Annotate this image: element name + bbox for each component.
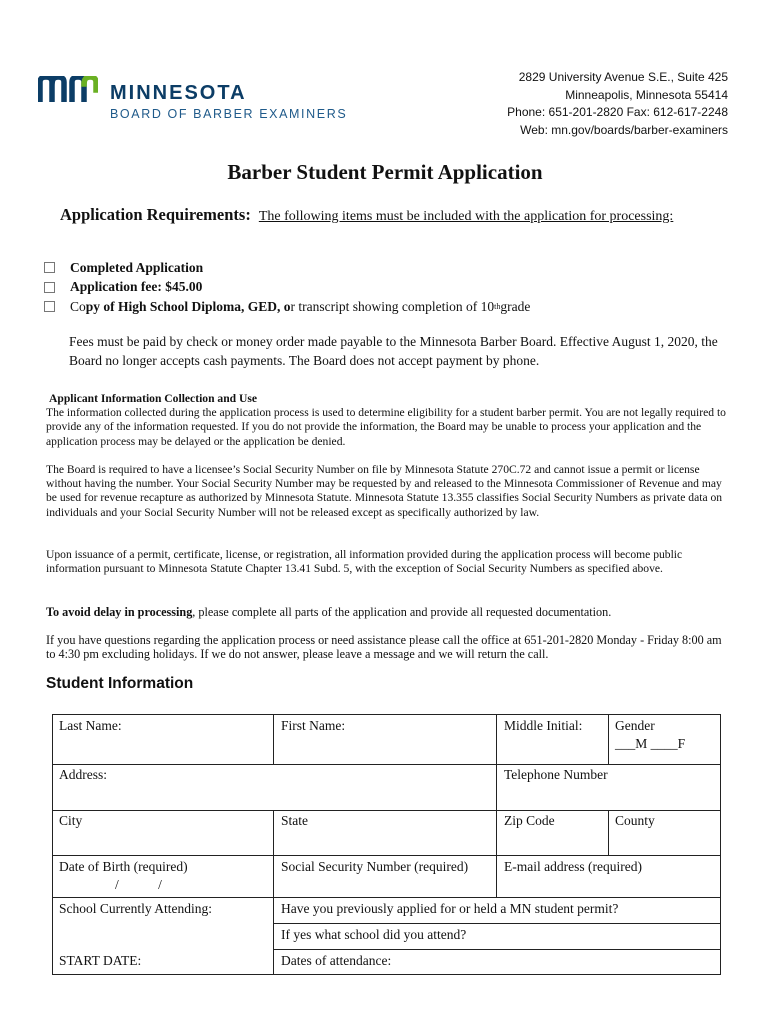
dob-field[interactable]: Date of Birth (required) <box>59 859 188 874</box>
checklist-item <box>44 258 530 278</box>
form-border <box>52 974 720 975</box>
checklist-item-text-post: grade <box>500 298 531 314</box>
form-border <box>52 714 720 715</box>
gender-field[interactable]: ___M ____F <box>615 736 686 751</box>
fees-paragraph: Fees must be paid by check or money order made payable to the Minnesota Barber Board. Effective August 1, 2020, the Board no longer accepts cash payments. The Board does not accept payment by phone. <box>69 334 718 368</box>
requirements-heading <box>60 205 673 225</box>
address-field[interactable]: Address: <box>59 767 107 782</box>
mn-logo-icon <box>38 76 98 102</box>
last-name-field[interactable]: Last Name: <box>59 718 122 733</box>
info-heading: Applicant Information Collection and Use <box>49 392 258 405</box>
address-line-2: Minneapolis, Minnesota 55414 <box>565 87 728 102</box>
email-field[interactable]: E-mail address (required) <box>504 859 642 874</box>
logo-text-minnesota: MINNESOTA <box>110 82 247 104</box>
form-border <box>273 810 274 975</box>
student-info-title: Student Information <box>46 675 194 692</box>
form-border <box>52 764 720 765</box>
form-border <box>52 714 53 975</box>
info-p4-rest: , please complete all parts of the application and provide all requested documentation. <box>192 605 612 619</box>
middle-initial-field[interactable]: Middle Initial: <box>504 718 583 733</box>
form-border <box>52 897 720 898</box>
requirements-label: Application Requirements: <box>60 205 251 224</box>
checklist-item-text: Completed Application <box>70 259 204 275</box>
checklist-item-text-bold: py of High School Diploma, GED, o <box>85 298 291 314</box>
form-border <box>52 810 720 811</box>
address-line-1: 2829 University Avenue S.E., Suite 425 <box>518 70 728 84</box>
telephone-field[interactable]: Telephone Number <box>504 767 608 782</box>
info-paragraph-1: The information collected during the application process is used to determine eligibility for a student barber permit. You are not legally required to provide any of the information requested. If you do not provide the information, the Board may be unable to process your application and the application process may be delayed or the application be denied. <box>46 406 726 448</box>
address-line-3: Phone: 651-201-2820 Fax: 612-617-2248 <box>507 105 728 119</box>
checkbox[interactable] <box>44 282 55 293</box>
state-field[interactable]: State <box>281 813 308 828</box>
ssn-field[interactable]: Social Security Number (required) <box>281 859 469 874</box>
form-border <box>273 714 274 765</box>
start-date-field[interactable]: START DATE: <box>59 953 142 968</box>
document-title: Barber Student Permit Application <box>227 160 543 184</box>
checklist-item-text-rest: r transcript showing completion of 10 <box>290 298 495 314</box>
form-border <box>720 714 721 975</box>
school-field[interactable]: School Currently Attending: <box>59 901 212 916</box>
checkbox[interactable] <box>44 301 55 312</box>
info-paragraph-5: If you have questions regarding the application process or need assistance please call the office at 651-201-2820 Monday - Friday 8:00 am to 4:30 pm excluding holidays. If we do not answer, please leave a message and we will return the call. <box>46 633 722 662</box>
form-border <box>52 855 720 856</box>
dates-attendance-field[interactable]: Dates of attendance: <box>281 953 392 968</box>
zip-field[interactable]: Zip Code <box>504 813 555 828</box>
city-field[interactable]: City <box>59 813 83 828</box>
previous-permit-field[interactable]: Have you previously applied for or held a MN student permit? <box>281 901 619 916</box>
checkbox[interactable] <box>44 262 55 273</box>
address-line-4: Web: mn.gov/boards/barber-examiners <box>520 122 728 137</box>
board-address <box>507 69 728 139</box>
form-border <box>608 810 609 856</box>
form-border <box>608 714 609 765</box>
checklist-item <box>44 297 530 317</box>
requirements-checklist <box>44 258 530 317</box>
form-border <box>496 714 497 898</box>
info-p4-bold: To avoid delay in processing <box>46 605 193 619</box>
county-field[interactable]: County <box>615 813 655 828</box>
checklist-item-sup: th <box>494 302 501 312</box>
previous-school-field[interactable]: If yes what school did you attend? <box>281 927 467 942</box>
requirements-lead: The following items must be included with the application for processing: <box>258 209 674 224</box>
info-paragraph-2: The Board is required to have a licensee’s Social Security Number on file by Minnesota Statute 270C.72 and cannot issue a permit or license without having the number. Your Social Security Number may be requested by and released to the Minnesota Commissioner of Revenue and may be used for revenue recapture as authorized by Minnesota Statute. Minnesota Statute 13.355 classifies Social Security Numbers as private data on individuals and your Social Security Number will not be released except as specifically authorized by law. <box>46 463 723 519</box>
checklist-item-text: Application fee: $45.00 <box>70 279 203 295</box>
logo-text-board: BOARD OF BARBER EXAMINERS <box>110 107 348 121</box>
form-border <box>273 949 720 950</box>
info-block-1 <box>46 392 726 449</box>
gender-label: Gender <box>615 718 655 733</box>
form-border <box>273 923 720 924</box>
dob-format: / / <box>115 877 162 892</box>
info-paragraph-3: Upon issuance of a permit, certificate, license, or registration, all information provided during the application process will become public information pursuant to Minnesota Statute Chapter 13.41 Subd. 5, with the exception of Social Security Numbers as specified above. <box>46 548 683 576</box>
first-name-field[interactable]: First Name: <box>281 718 346 733</box>
checklist-item <box>44 278 530 298</box>
checklist-item-text-pre: Co <box>70 298 86 314</box>
info-paragraph-4 <box>46 605 726 619</box>
